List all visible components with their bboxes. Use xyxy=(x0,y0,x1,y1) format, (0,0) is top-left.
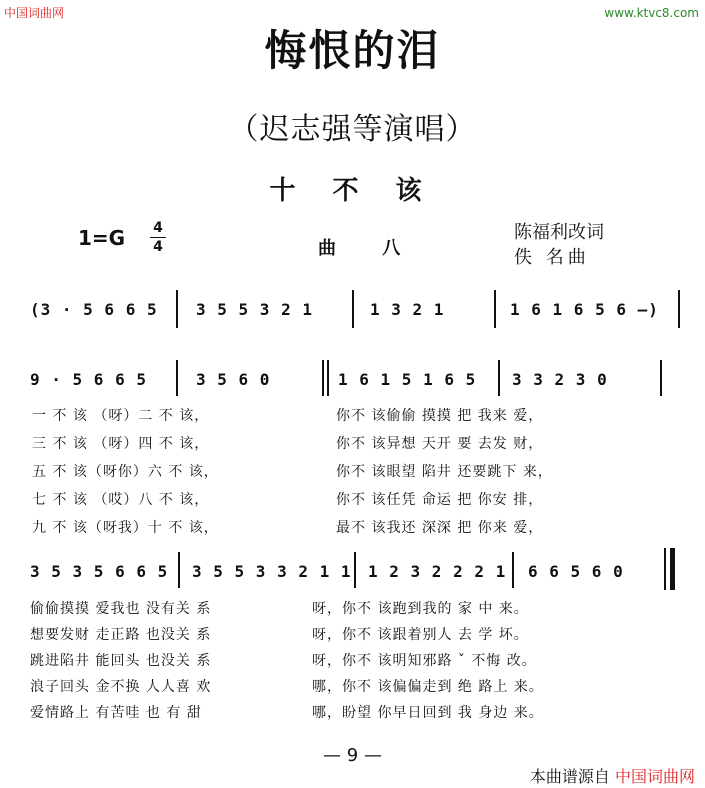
lyric-line-b2-part2: 呀，你不 该跟着别人 去 学 坏。 xyxy=(312,627,529,643)
lyric-line-b1-part2: 呀，你不 该跑到我的 家 中 来。 xyxy=(312,601,529,617)
song-subheading: 十 不 该 xyxy=(269,176,436,206)
barline xyxy=(322,360,324,396)
lyric-line-a1-part1: 一 不 该 （呀）二 不 该， xyxy=(32,408,210,424)
barline xyxy=(660,360,662,396)
row2-measure-4: 3 3 2 3 0 xyxy=(512,370,608,389)
barline xyxy=(178,552,180,588)
barline xyxy=(354,552,356,588)
lyric-line-b2-part1: 想要发财 走正路 也没关 系 xyxy=(30,627,212,643)
lyric-line-a4-part2: 你不 该任凭 命运 把 你安 排， xyxy=(336,492,544,508)
row1-measure-2: 3 5 5 3 2 1 xyxy=(196,300,313,319)
time-signature xyxy=(148,220,168,255)
source-credit xyxy=(530,764,695,787)
lyric-line-b3-part2: 呀，你不 该明知邪路 ˇ 不悔 改。 xyxy=(312,653,537,669)
key-signature: 1=G xyxy=(78,226,126,250)
row3-measure-4: 6 6 5 6 0 xyxy=(528,562,624,581)
barline xyxy=(664,548,666,590)
barline xyxy=(176,360,178,396)
row2-measure-1: 9 · 5 6 6 5 xyxy=(30,370,147,389)
row1-measure-1: (3 · 5 6 6 5 xyxy=(30,300,158,319)
barline xyxy=(498,360,500,396)
time-signature-bar xyxy=(150,237,166,238)
lyric-line-b5-part1: 爱情路上 有苦哇 也 有 甜 xyxy=(30,705,202,721)
watermark-left: 中国词曲网 xyxy=(4,6,65,20)
song-subtitle: （迟志强等演唱） xyxy=(228,112,477,147)
lyric-line-a5-part2: 最不 该我还 深深 把 你来 爱， xyxy=(336,520,544,536)
row3-measure-2: 3 5 5 3 3 2 1 1 xyxy=(192,562,352,581)
time-signature-bottom: 4 xyxy=(153,239,163,255)
barline xyxy=(494,290,496,328)
lyric-line-a3-part2: 你不 该眼望 陷井 还要跳下 来， xyxy=(336,464,553,480)
lyric-line-b1-part1: 偷偷摸摸 爱我也 没有关 系 xyxy=(30,601,212,617)
time-signature-top: 4 xyxy=(153,220,163,236)
credit-music: 佚 名曲 xyxy=(514,247,590,268)
lyric-line-a1-part2: 你不 该偷偷 摸摸 把 我来 爱， xyxy=(336,408,544,424)
row2-measure-3: 1 6 1 5 1 6 5 xyxy=(338,370,477,389)
page-number: — 9 — xyxy=(323,745,382,766)
credit-lyrics: 陈福利改词 xyxy=(514,222,604,243)
source-site-link[interactable]: 中国词曲网 xyxy=(614,767,695,786)
lyric-line-a5-part1: 九 不 该（呀我）十 不 该， xyxy=(32,520,219,536)
lyric-line-b3-part1: 跳进陷井 能回头 也没关 系 xyxy=(30,653,212,669)
barline xyxy=(352,290,354,328)
lyric-line-b4-part1: 浪子回头 金不换 人人喜 欢 xyxy=(30,679,212,695)
source-prefix: 本曲谱源自 xyxy=(529,767,610,786)
barline xyxy=(512,552,514,588)
lyric-line-a4-part1: 七 不 该 （哎）八 不 该， xyxy=(32,492,210,508)
barline xyxy=(327,360,329,396)
lyric-line-b4-part2: 哪，你不 该偏偏走到 绝 路上 来。 xyxy=(312,679,544,695)
row3-measure-1: 3 5 3 5 6 6 5 xyxy=(30,562,169,581)
lyric-line-a2-part2: 你不 该异想 天开 要 去发 财， xyxy=(336,436,544,452)
row1-measure-3: 1 3 2 1 xyxy=(370,300,445,319)
genre-label: 曲 八 xyxy=(318,238,421,259)
barline-final xyxy=(670,548,675,590)
row2-measure-2: 3 5 6 0 xyxy=(196,370,271,389)
lyric-line-b5-part2: 哪，盼望 你早日回到 我 身边 来。 xyxy=(312,705,544,721)
barline-end xyxy=(678,290,680,328)
watermark-right: www.ktvc8.com xyxy=(604,6,699,20)
lyric-line-a2-part1: 三 不 该 （呀）四 不 该， xyxy=(32,436,210,452)
row3-measure-3: 1 2 3 2 2 2 1 xyxy=(368,562,507,581)
song-title: 悔恨的泪 xyxy=(264,26,441,75)
barline xyxy=(176,290,178,328)
row1-measure-4: 1 6 1 6 5 6 —) xyxy=(510,300,659,319)
lyric-line-a3-part1: 五 不 该（呀你）六 不 该， xyxy=(32,464,219,480)
